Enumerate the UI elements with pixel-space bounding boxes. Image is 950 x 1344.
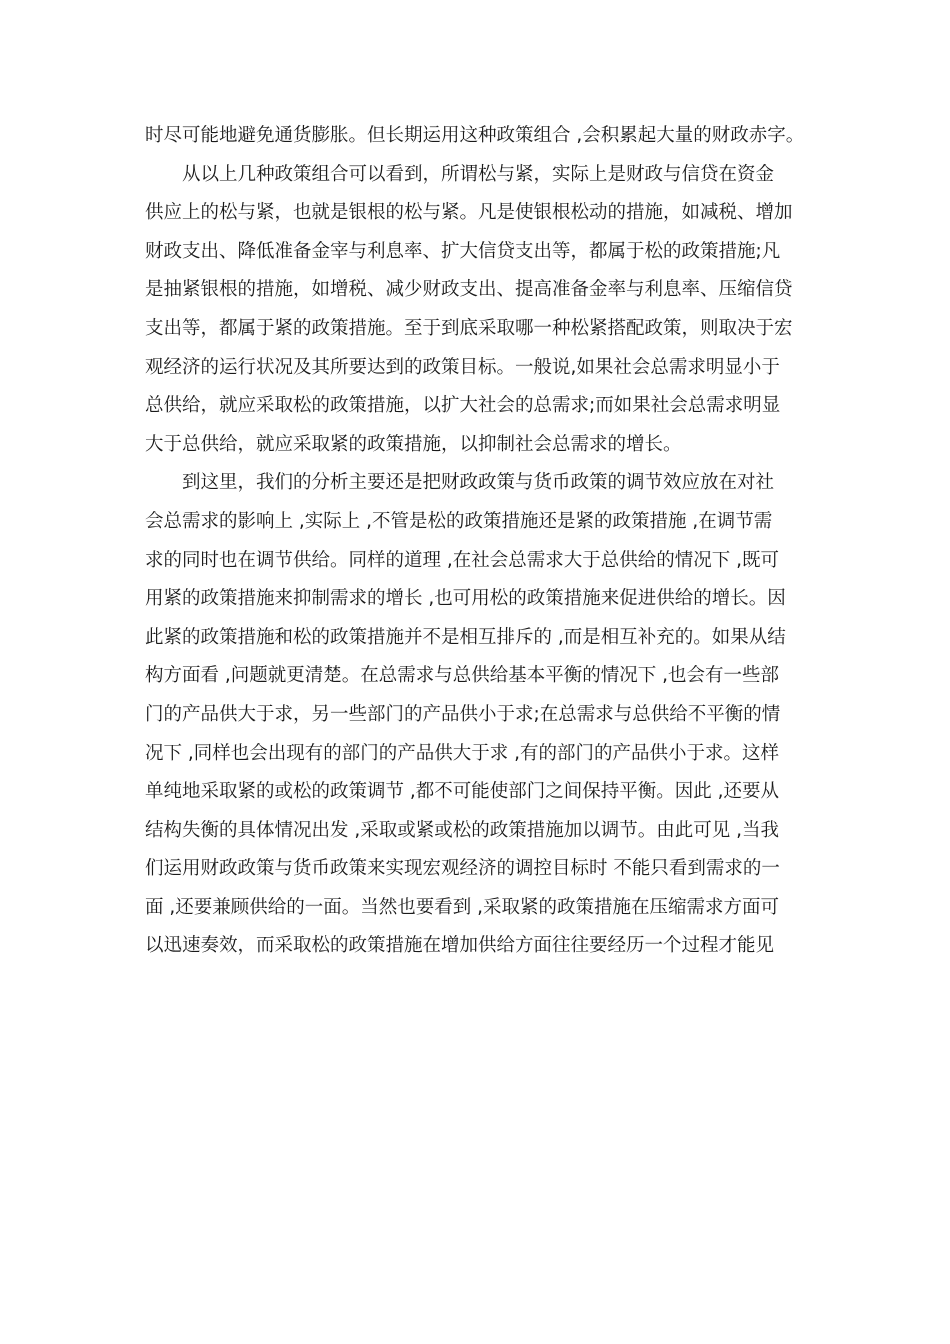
text-line: 时尽可能地避免通货膨胀。但长期运用这种政策组合 ,会积累起大量的财政赤字。 bbox=[145, 125, 805, 146]
text-line: 总供给，就应采取松的政策措施，以扩大社会的总需求;而如果社会总需求明显 bbox=[145, 395, 781, 417]
text-line: 以迅速奏效，而采取松的政策措施在增加供给方面往往要经历一个过程才能见 bbox=[145, 935, 775, 957]
text-line: 门的产品供大于求，另一些部门的产品供小于求;在总需求与总供给不平衡的情 bbox=[145, 703, 781, 725]
text-line: 此紧的政策措施和松的政策措施并不是相互排斥的 ,而是相互补充的。如果从结 bbox=[145, 626, 786, 648]
text-line: 求的同时也在调节供给。同样的道理 ,在社会总需求大于总供给的情况下 ,既可 bbox=[145, 549, 780, 571]
text-line: 支出等，都属于紧的政策措施。至于到底采取哪一种松紧搭配政策，则取决于宏 bbox=[145, 317, 793, 339]
text-line: 们运用财政政策与货币政策来实现宏观经济的调控目标时 不能只看到需求的一 bbox=[145, 858, 780, 880]
body-text bbox=[145, 117, 810, 966]
text-line: 到这里，我们的分析主要还是把财政政策与货币政策的调节效应放在对社 bbox=[145, 472, 775, 494]
text-line: 从以上几种政策组合可以看到，所谓松与紧，实际上是财政与信贷在资金 bbox=[145, 163, 775, 185]
text-line: 是抽紧银根的措施，如增税、减少财政支出、提高准备金率与利息率、压缩信贷 bbox=[145, 279, 793, 301]
text-line: 面 ,还要兼顾供给的一面。当然也要看到 ,采取紧的政策措施在压缩需求方面可 bbox=[145, 896, 780, 918]
text-line: 用紧的政策措施来抑制需求的增长 ,也可用松的政策措施来促进供给的增长。因 bbox=[145, 588, 786, 610]
text-line: 况下 ,同样也会出现有的部门的产品供大于求 ,有的部门的产品供小于求。这样 bbox=[145, 742, 780, 764]
text-line: 会总需求的影响上 ,实际上 ,不管是松的政策措施还是紧的政策措施 ,在调节需 bbox=[145, 510, 773, 532]
text-line: 财政支出、降低准备金宰与利息率、扩大信贷支出等，都属于松的政策措施;凡 bbox=[145, 240, 781, 262]
text-line: 单纯地采取紧的或松的政策调节 ,都不可能使部门之间保持平衡。因此 ,还要从 bbox=[145, 781, 780, 803]
text-line: 结构失衡的具体情况出发 ,采取或紧或松的政策措施加以调节。由此可见 ,当我 bbox=[145, 819, 780, 841]
text-line: 大于总供给，就应采取紧的政策措施，以抑制社会总需求的增长。 bbox=[145, 433, 682, 455]
text-line: 供应上的松与紧，也就是银根的松与紧。凡是使银根松动的措施，如减税、增加 bbox=[145, 202, 793, 224]
text-line: 构方面看 ,问题就更清楚。在总需求与总供给基本平衡的情况下 ,也会有一些部 bbox=[145, 665, 780, 687]
text-line: 观经济的运行状况及其所要达到的政策目标。一般说,如果社会总需求明显小于 bbox=[145, 356, 780, 378]
